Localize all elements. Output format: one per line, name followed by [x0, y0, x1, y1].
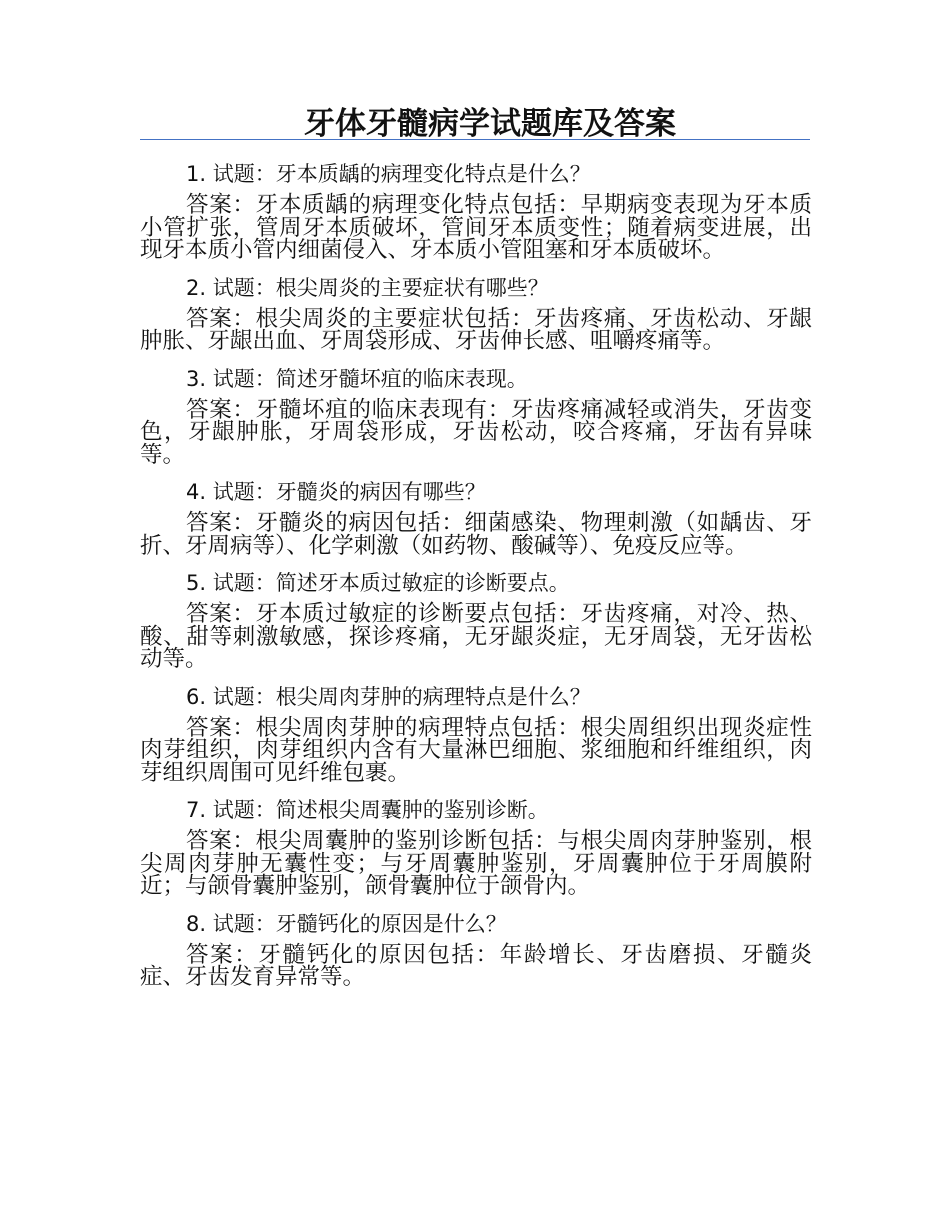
- answer-text: 答案：根尖周肉芽肿的病理特点包括：根尖周组织出现炎症性肉芽组织，肉芽组织内含有大量淋巴细胞、浆细胞和纤维组织，肉芽组织周围可见纤维包裹。: [140, 714, 812, 786]
- answer-text: 答案：牙本质龋的病理变化特点包括：早期病变表现为牙本质小管扩张，管周牙本质破坏，管间牙本质变性；随着病变进展，出现牙本质小管内细菌侵入、牙本质小管阻塞和牙本质破坏。: [140, 192, 812, 263]
- qa-item-8: [140, 906, 812, 989]
- question-text: 1. 试题：牙本质龋的病理变化特点是什么？: [186, 162, 591, 186]
- answer-text: 答案：牙髓坏疽的临床表现有：牙齿疼痛减轻或消失，牙齿变色，牙龈肿胀，牙周袋形成，牙齿松动，咬合疼痛，牙齿有异味等。: [140, 396, 812, 468]
- question-text: 2. 试题：根尖周炎的主要症状有哪些？: [186, 275, 549, 300]
- question-text: 5. 试题：简述牙本质过敏症的诊断要点。: [186, 571, 570, 595]
- question-text: 4. 试题：牙髓炎的病因有哪些？: [186, 480, 486, 504]
- title-underline: [140, 139, 810, 140]
- qa-item-5: [140, 565, 812, 671]
- answer-text: 答案：牙本质过敏症的诊断要点包括：牙齿疼痛，对冷、热、酸、甜等刺激敏感，探诊疼痛，无牙龈炎症，无牙周袋，无牙齿松动等。: [140, 601, 812, 672]
- qa-item-7: [140, 792, 812, 898]
- question-text: 3. 试题：简述牙髓坏疽的临床表现。: [186, 366, 528, 391]
- qa-item-6: [140, 679, 812, 785]
- answer-text: 答案：根尖周囊肿的鉴别诊断包括：与根尖周肉芽肿鉴别，根尖周肉芽肿无囊性变；与牙周囊肿鉴别，牙周囊肿位于牙周膜附近；与颌骨囊肿鉴别，颌骨囊肿位于颌骨内。: [140, 828, 812, 899]
- qa-item-4: [140, 474, 812, 557]
- qa-item-1: [140, 156, 812, 262]
- question-text: 6. 试题：根尖周肉芽肿的病理特点是什么？: [186, 684, 591, 709]
- qa-item-2: [140, 270, 812, 353]
- answer-text: 答案：牙髓钙化的原因包括：年龄增长、牙齿磨损、牙髓炎症、牙齿发育异常等。: [140, 941, 812, 990]
- qa-list: [140, 156, 812, 997]
- answer-text: 答案：牙髓炎的病因包括：细菌感染、物理刺激（如龋齿、牙折、牙周病等）、化学刺激（如药物、酸碱等）、免疫反应等。: [140, 510, 812, 559]
- answer-text: 答案：根尖周炎的主要症状包括：牙齿疼痛、牙齿松动、牙龈肿胀、牙龈出血、牙周袋形成、牙齿伸长感、咀嚼疼痛等。: [140, 305, 812, 354]
- qa-item-3: [140, 361, 812, 467]
- document-title: 牙体牙髓病学试题库及答案: [304, 106, 676, 142]
- question-text: 8. 试题：牙髓钙化的原因是什么？: [186, 911, 507, 936]
- question-text: 7. 试题：简述根尖周囊肿的鉴别诊断。: [186, 798, 549, 822]
